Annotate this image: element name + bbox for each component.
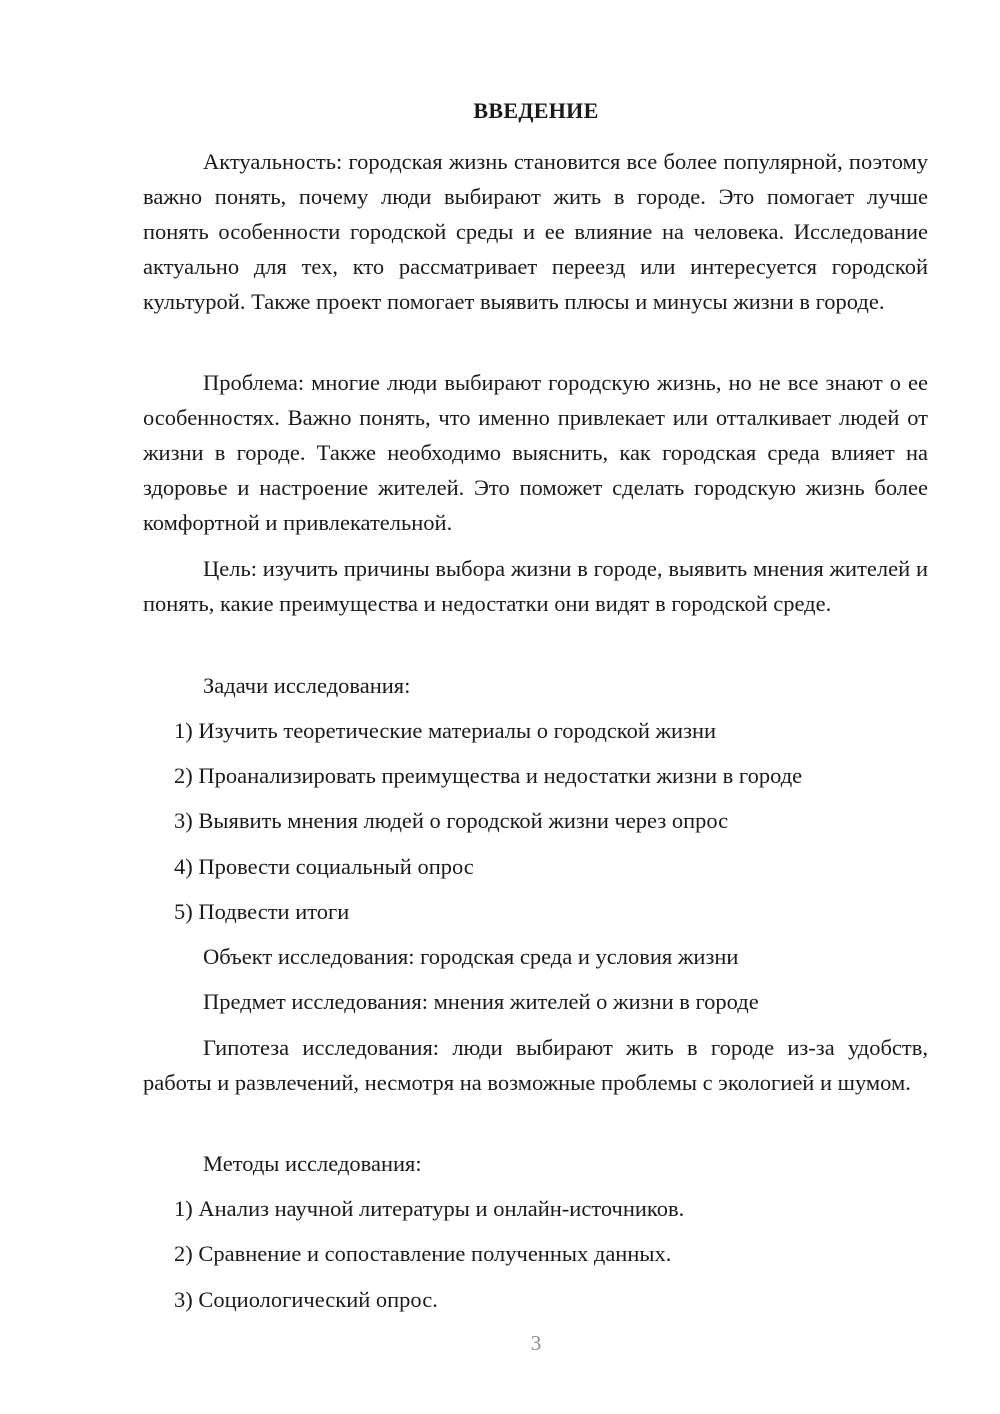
subject-line: Предмет исследования: мнения жителей о жизни в городе [203,989,759,1014]
object-line: Объект исследования: городская среда и условия жизни [203,944,739,969]
relevance-paragraph: Актуальность: городская жизнь становится все более популярной, поэтому важно понять, почему люди выбирают жить в городе. Это помогает лучше понять особенности городской среды и ее влияние на человека. Исследование актуально для тех, кто рассматривает переезд или интересуется городской культурой. Также проект помогает выявить плюсы и минусы жизни в городе. [143,149,928,314]
task-item: 1) Изучить теоретические материалы о городской жизни [174,718,717,743]
task-item: 3) Выявить мнения людей о городской жизни через опрос [174,808,729,833]
page-title: ВВЕДЕНИЕ [473,98,599,123]
problem-paragraph: Проблема: многие люди выбирают городскую жизнь, но не все знают о ее особенностях. Важно понять, что именно привлекает или отталкивает людей от жизни в городе. Также необходимо выяснить, как городская среда влияет на здоровье и настроение жителей. Это поможет сделать городскую жизнь более комфортной и привлекательной. [143,370,928,535]
page-number: 3 [530,1331,542,1355]
task-item: 5) Подвести итоги [174,899,350,924]
hypothesis-paragraph: Гипотеза исследования: люди выбирают жить в городе из-за удобств, работы и развлечений, несмотря на возможные проблемы с экологией и шумом. [143,1035,928,1095]
task-item: 2) Проанализировать преимущества и недостатки жизни в городе [174,763,803,788]
tasks-heading: Задачи исследования: [203,673,411,698]
task-item: 4) Провести социальный опрос [174,854,474,879]
goal-paragraph: Цель: изучить причины выбора жизни в городе, выявить мнения жителей и понять, какие преимущества и недостатки они видят в городской среде. [143,556,928,616]
method-item: 2) Сравнение и сопоставление полученных данных. [174,1241,672,1266]
method-item: 3) Социологический опрос. [174,1287,438,1312]
methods-heading: Методы исследования: [203,1151,422,1176]
method-item: 1) Анализ научной литературы и онлайн-источников. [174,1196,685,1221]
